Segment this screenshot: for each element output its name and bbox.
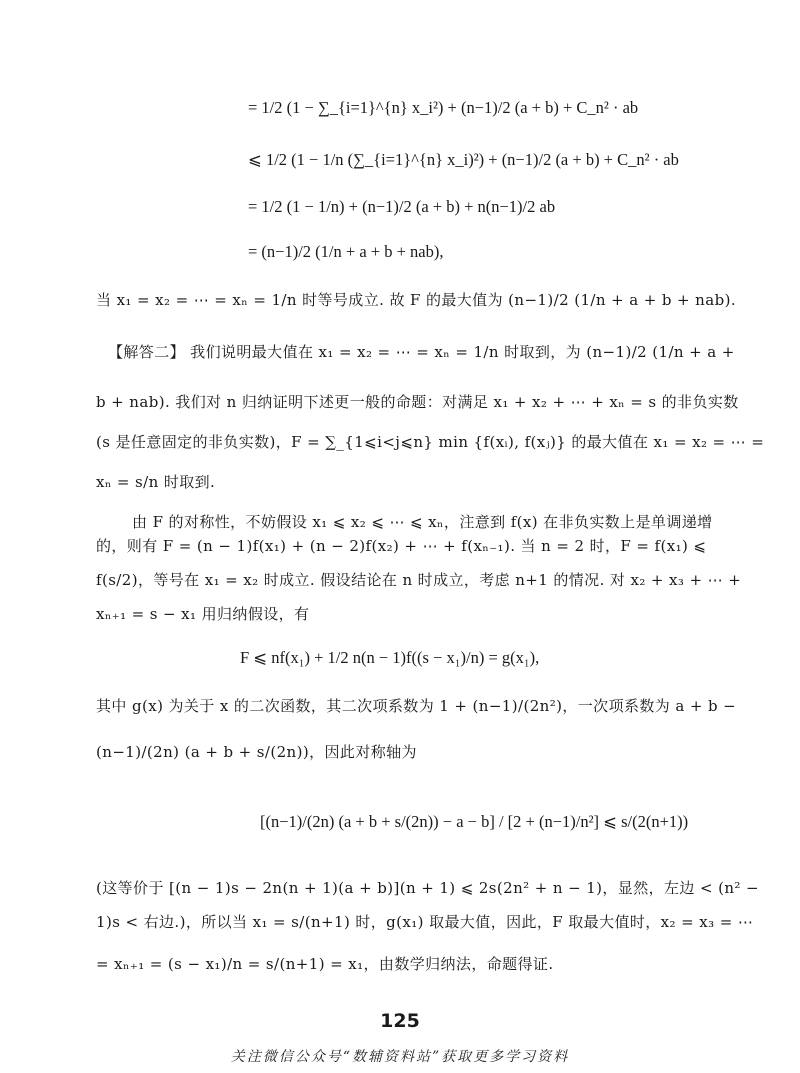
- line-2: ⩽ 1/2 (1 − 1/n (∑_{i=1}^{n} x_i)²) + (n−1)/2 (a + b) + C_n² · ab: [248, 150, 679, 169]
- answer-two-heading-line: 【解答二】 我们说明最大值在 x₁ = x₂ = ⋯ = xₙ = 1/n 时取到，为 (n−1)/2 (1/n + a +: [108, 343, 735, 361]
- line-7: b + nab). 我们对 n 归纳证明下述更一般的命题：对满足 x₁ + x₂ + ⋯ + xₙ = s 的非负实数: [96, 393, 739, 411]
- inequality-display: F ⩽ nf(x₁) + 1/2 n(n − 1)f((s − x₁)/n) = g(x₁),: [240, 648, 540, 667]
- footer-text: 关注微信公众号“数辅资料站”获取更多学习资料: [230, 1049, 570, 1065]
- line-5: 当 x₁ = x₂ = ⋯ = xₙ = 1/n 时等号成立. 故 F 的最大值为 (n−1)/2 (1/n + a + b + nab).: [96, 291, 736, 309]
- line-15: 其中 g(x) 为关于 x 的二次函数，其二次项系数为 1 + (n−1)/(2n²)，一次项系数为 a + b −: [96, 697, 737, 715]
- page-number: 125: [380, 1010, 420, 1032]
- symmetry-axis-display: [(n−1)/(2n) (a + b + s/(2n)) − a − b] / [2 + (n−1)/n²] ⩽ s/(2(n+1)): [260, 812, 689, 831]
- line-11: 的，则有 F = (n − 1)f(x₁) + (n − 2)f(x₂) + ⋯ + f(xₙ₋₁). 当 n = 2 时，F = f(x₁) ⩽: [96, 537, 707, 555]
- line-18: (这等价于 [(n − 1)s − 2n(n + 1)(a + b)](n + 1) ⩽ 2s(2n² + n − 1)，显然，左边 < (n² −: [96, 879, 759, 897]
- line-20: = xₙ₊₁ = (s − x₁)/n = s/(n+1) = x₁，由数学归纳法，命题得证.: [96, 955, 554, 973]
- line-9: xₙ = s/n 时取到.: [96, 473, 216, 491]
- line-16: (n−1)/(2n) (a + b + s/(2n))，因此对称轴为: [96, 743, 417, 761]
- line-1: = 1/2 (1 − ∑_{i=1}^{n} x_i²) + (n−1)/2 (a + b) + C_n² · ab: [248, 98, 639, 117]
- line-3: = 1/2 (1 − 1/n) + (n−1)/2 (a + b) + n(n−1)/2 ab: [248, 197, 556, 216]
- line-12: f(s/2)，等号在 x₁ = x₂ 时成立. 假设结论在 n 时成立，考虑 n+1 的情况. 对 x₂ + x₃ + ⋯ +: [96, 571, 742, 589]
- line-10: 由 F 的对称性，不妨假设 x₁ ⩽ x₂ ⩽ ⋯ ⩽ xₙ，注意到 f(x) 在非负实数上是单调递增: [132, 513, 713, 531]
- line-8: (s 是任意固定的非负实数)，F = ∑_{1⩽i<j⩽n} min {f(xᵢ), f(xⱼ)} 的最大值在 x₁ = x₂ = ⋯ =: [96, 433, 765, 451]
- line-19: 1)s < 右边.)，所以当 x₁ = s/(n+1) 时，g(x₁) 取最大值，因此，F 取最大值时，x₂ = x₃ = ⋯: [96, 913, 754, 931]
- line-4: = (n−1)/2 (1/n + a + b + nab),: [248, 242, 444, 261]
- line-13: xₙ₊₁ = s − x₁ 用归纳假设，有: [96, 605, 310, 623]
